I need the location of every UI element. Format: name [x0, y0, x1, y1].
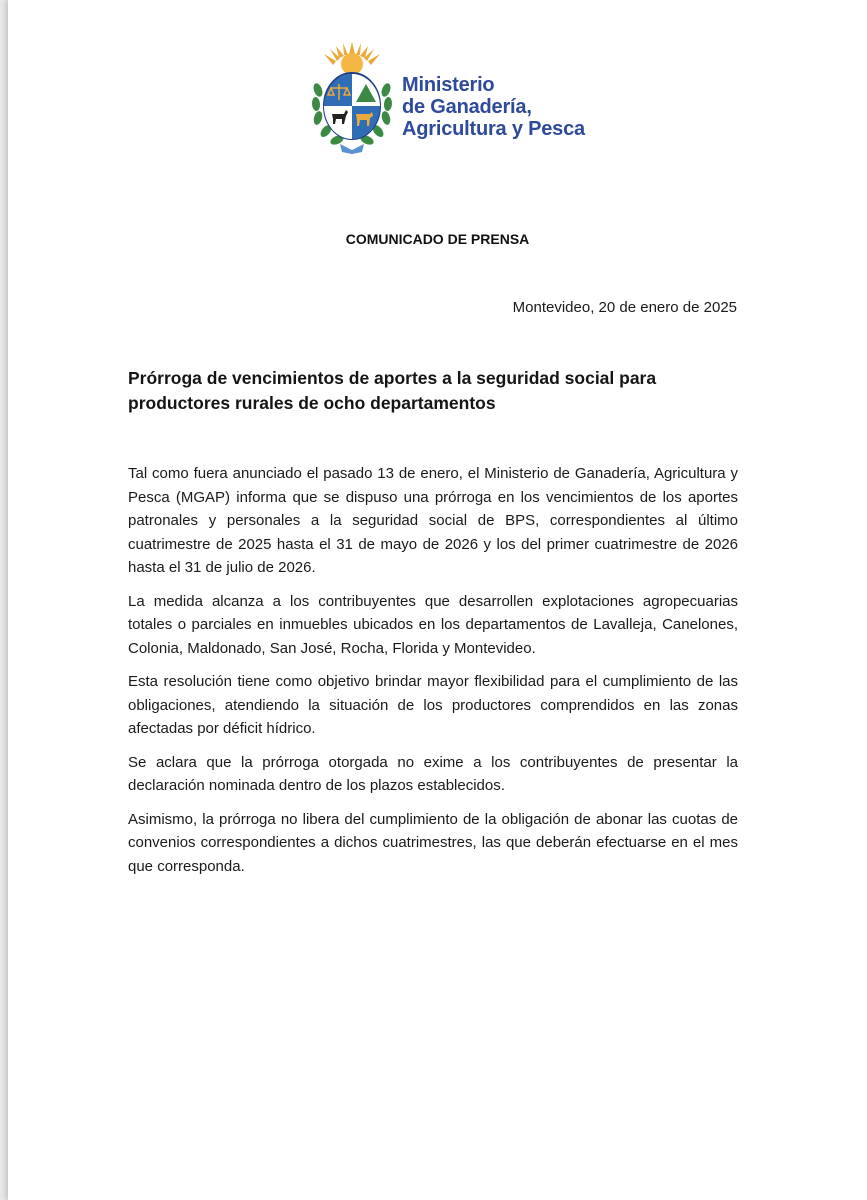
ministry-name-line-2: de Ganadería,	[402, 96, 532, 118]
coat-of-arms-icon	[306, 40, 398, 156]
body-paragraph-4: Se aclara que la prórroga otorgada no exime a los contribuyentes de presentar la declaración nominada dentro de los plazos establecidos.	[128, 753, 738, 794]
body-paragraph-1: Tal como fuera anunciado el pasado 13 de enero, el Ministerio de Ganadería, Agricultura y Pesca (MGAP) informa que se dispuso una prórroga en los vencimientos de los aportes patronales y personales a la seguridad social de BPS, correspondientes al último cuatrimestre de 2025 hasta el 31 de mayo de 2026 y los del primer cuatrimestre de 2026 hasta el 31 de julio de 2026.	[128, 465, 738, 576]
document-date: Montevideo, 20 de enero de 2025	[512, 299, 737, 316]
ministry-name	[402, 74, 585, 140]
body-paragraph-5: Asimismo, la prórroga no libera del cumplimiento de la obligación de abonar las cuotas de convenios correspondientes a dichos cuatrimestres, las que deberán efectuarse en el mes que corresponda.	[128, 810, 738, 875]
body-paragraph-2: La medida alcanza a los contribuyentes que desarrollen explotaciones agropecuarias totales o parciales en inmuebles ubicados en los departamentos de Lavalleja, Canelones, Colonia, Maldonado, San José, Rocha, Florida y Montevideo.	[128, 592, 738, 657]
document-page	[8, 0, 867, 1200]
document-type-heading: COMUNICADO DE PRENSA	[345, 231, 530, 247]
body-paragraph-3: Esta resolución tiene como objetivo brindar mayor flexibilidad para el cumplimiento de las obligaciones, atendiendo la situación de los productores comprendidos en las zonas afectadas por déficit hídrico.	[128, 673, 738, 737]
ministry-name-line-3: Agricultura y Pesca	[402, 118, 585, 140]
ministry-logo	[306, 40, 596, 160]
document-body	[128, 462, 738, 888]
document-title: Prórroga de vencimientos de aportes a la seguridad social para productores rurales de ocho departamentos	[128, 368, 657, 413]
ministry-name-line-1: Ministerio	[402, 74, 495, 96]
